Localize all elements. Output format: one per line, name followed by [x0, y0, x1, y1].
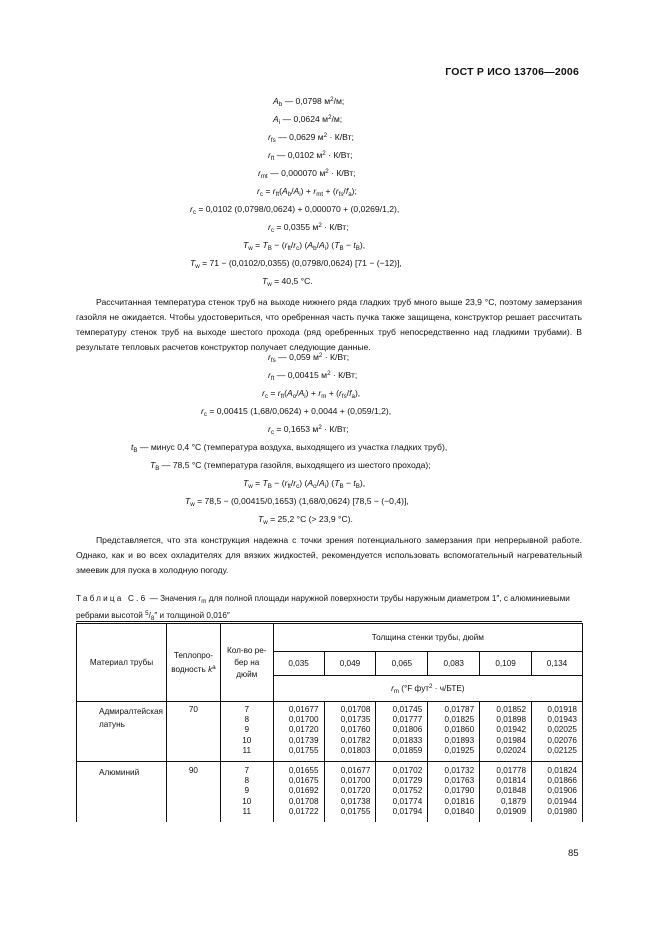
- rm-value: 0,01739: [288, 735, 319, 745]
- rm-value: 0,01702: [392, 766, 423, 775]
- cell-values: [376, 702, 428, 762]
- rm-value: 0,01944: [547, 796, 577, 806]
- thickness-col: 0,134: [532, 652, 583, 676]
- rm-value: 0,01860: [444, 725, 475, 735]
- rm-value: 0,01735: [340, 715, 371, 725]
- eq-ab: $A_b$ — 0,0798 $м^2/м$;: [273, 96, 345, 108]
- cell-values: [428, 762, 480, 822]
- rm-value: 0,01833: [392, 735, 423, 745]
- cell-values: [480, 702, 532, 762]
- rm-value: 0,01840: [444, 806, 475, 816]
- eq-tw-value-2: $T_w = 25,2$ °С (> 23,9 °С).: [258, 514, 353, 526]
- rm-value: 0,01852: [496, 705, 527, 714]
- fin-count: 8: [244, 776, 250, 786]
- rm-value: 0,01760: [340, 725, 371, 735]
- eq-tw-calc: $T_w = 71 - (0,0102/0,0355)$ (0,0798/0,0624) [71 − (−12)],: [190, 258, 402, 270]
- rm-value: 0,01729: [392, 776, 423, 786]
- eq-rfs-2: $r_{fs}$ — 0,059 $м^2 \cdot К/Вт$;: [268, 352, 350, 364]
- eq-TB-def: $T_B$ — 78,5 °С (температура газойля, выходящего из шестого прохода);: [150, 460, 431, 472]
- rm-value: 0,01763: [444, 776, 475, 786]
- page-number: 85: [568, 848, 579, 859]
- rm-value: 0,01700: [288, 715, 319, 725]
- cell-values: [532, 702, 583, 762]
- header-units: $r_m$ (°F фут$^2$ · ч/БТЕ): [273, 676, 582, 702]
- eq-tw-formula-2: $T_w = T_B - (r_{ft}/r_c)$ $(A_o/A_i) (T_B - t_B)$,: [243, 478, 366, 490]
- fin-count: 11: [242, 745, 251, 755]
- fin-count: 9: [244, 725, 250, 735]
- eq-tw-calc-2: $T_w = 78,5 - (0,00415/0,1653)$ (1,68/0,0624) [78,5 − (−0,4)],: [185, 496, 409, 508]
- cell-values: [273, 702, 324, 762]
- rm-value: 0,01980: [547, 806, 577, 816]
- rm-value: 0,01909: [496, 806, 527, 816]
- cell-values: [376, 762, 428, 822]
- rm-value: 0,01755: [340, 806, 371, 816]
- rm-value: 0,01787: [444, 705, 475, 714]
- rm-value: 0,01677: [340, 766, 371, 775]
- rm-value: 0,01806: [392, 725, 423, 735]
- thickness-col: 0,083: [428, 652, 480, 676]
- thickness-col: 0,035: [273, 652, 324, 676]
- thickness-col: 0,065: [376, 652, 428, 676]
- rm-value: 0,01722: [288, 806, 319, 816]
- fin-count: 10: [242, 796, 252, 806]
- rm-value: 0,01906: [547, 786, 577, 796]
- thickness-col: 0,109: [480, 652, 532, 676]
- cell-values: [273, 762, 324, 822]
- eq-tw-value: $T_w = 40,5$ °С.: [262, 276, 313, 288]
- cell-values: [324, 702, 376, 762]
- rm-value: 0,01898: [496, 715, 527, 725]
- eq-tw-formula: $T_w = T_B - (r_{ft}/r_c)$ $(A_b/A_i) (T_B - t_B)$,: [243, 240, 366, 252]
- rm-value: 0,01942: [496, 725, 527, 735]
- cell-fins: [220, 702, 273, 762]
- rm-value: 0,01824: [547, 766, 577, 775]
- table-caption-label: Таблица С.6: [76, 594, 148, 603]
- eq-rfs: $r_{fs}$ — 0,0629 $м^2 \cdot К/Вт$;: [268, 132, 354, 144]
- thickness-col: 0,049: [324, 652, 376, 676]
- cell-conductivity: 90: [166, 762, 220, 822]
- fin-count: 7: [244, 705, 250, 714]
- rm-value: 0,01675: [288, 776, 319, 786]
- rm-value: 0,01925: [444, 745, 475, 755]
- rm-value: 0,01782: [340, 735, 371, 745]
- rm-value: 0,01859: [392, 745, 423, 755]
- eq-tb-def: $t_B$ — минус 0,4 °С (температура воздуха, выходящего из участка гладких труб),: [131, 442, 448, 454]
- rm-value: 0,01700: [340, 776, 371, 786]
- rm-value: 0,01755: [288, 745, 319, 755]
- table-row: [77, 762, 583, 822]
- rm-value: 0,01745: [392, 705, 423, 714]
- eq-rc-calc: $r_c = 0,0102$ (0,0798/0,0624) + 0,000070 + (0,0269/1,2),: [190, 204, 400, 216]
- rm-value: 0,01655: [288, 766, 319, 775]
- fin-count: 10: [242, 735, 252, 745]
- rm-value: 0,01825: [444, 715, 475, 725]
- cell-values: [324, 762, 376, 822]
- fin-count: 7: [244, 766, 250, 775]
- cell-material: Алюминий: [77, 762, 167, 822]
- eq-rmt: $r_{mt}$ — 0,000070 $м^2 \cdot К/Вт$;: [258, 168, 356, 180]
- rm-value: 0,01918: [547, 705, 577, 714]
- header-fins: Кол-во ре- бер на дюйм: [220, 624, 273, 702]
- rm-value: 0,01708: [340, 705, 371, 714]
- eq-rft: $r_{ft}$ — 0,0102 $м^2 \cdot К/Вт$;: [268, 150, 353, 162]
- rm-value: 0,02024: [496, 745, 527, 755]
- rm-value: 0,01848: [496, 786, 527, 796]
- rm-value: 0,01720: [288, 725, 319, 735]
- table-row: [77, 702, 583, 762]
- eq-rc-value: $r_c = 0,0355$ $м^2 \cdot К/Вт$;: [268, 222, 349, 234]
- rm-value: 0,01732: [444, 766, 475, 775]
- header-thickness: Толщина стенки трубы, дюйм: [273, 624, 582, 652]
- fin-count: 9: [244, 786, 250, 796]
- cell-values: [532, 762, 583, 822]
- header-material: Материал трубы: [77, 624, 167, 702]
- rm-value: 0,01984: [496, 735, 527, 745]
- rm-value: 0,02076: [547, 735, 577, 745]
- rm-value: 0,01794: [392, 806, 423, 816]
- cell-material: Адмиралтейская латунь: [77, 702, 167, 762]
- rm-value: 0,01790: [444, 786, 475, 796]
- eq-rc-formula: $r_c = r_{ft}(A_b/A_i) + r_{mt} + (r_{fs}/f_a)$;: [257, 186, 357, 198]
- cell-conductivity: 70: [166, 702, 220, 762]
- eq-rc-value-2: $r_c = 0,1653$ $м^2 \cdot К/Вт$;: [268, 424, 349, 436]
- table-caption-text: — Значения $r_m$ для полной площади наружной поверхности трубы наружным диаметром 1″, с алюминиевыми ребрами высотой $^5/_8''$ и толщиной 0,016″: [76, 594, 570, 622]
- rm-value: 0,1879: [500, 796, 527, 806]
- eq-rft-2: $r_{ft}$ — 0,00415 $м^2 \cdot К/Вт$;: [268, 370, 358, 382]
- fin-count: 8: [244, 715, 250, 725]
- eq-ai: $A_i$ — 0,0624 $м^2/м$;: [273, 114, 343, 126]
- cell-values: [480, 762, 532, 822]
- rm-value: 0,01816: [444, 796, 475, 806]
- document-header: ГОСТ Р ИСО 13706—2006: [445, 66, 579, 78]
- header-conductivity: Теплопро- водность $k^a$: [166, 624, 220, 702]
- rm-value: 0,01893: [444, 735, 475, 745]
- eq-rc-calc-2: $r_c = 0,00415$ (1,68/0,0624) + 0,0044 + (0,059/1,2),: [201, 406, 392, 418]
- paragraph-1: Рассчитанная температура стенок труб на выходе нижнего ряда гладких труб много выше 23,9 °С, поэтому замерзания газойля не ожидается. Чтобы удостовериться, что оребренная часть пучка также защищена, конструктор решает рассчитать температуру стенок труб на выходе шестого прохода (ряд оребренных труб непосредственно над гладкими трубами). В результате тепловых расчетов конструктор получает следующие данные.: [76, 297, 582, 352]
- cell-fins: [220, 762, 273, 822]
- rm-value: 0,01778: [496, 766, 527, 775]
- paragraph-2: Представляется, что эта конструкция надежна с точки зрения потенциального замерзания при непрерывной работе. Однако, как и во всех охладителях для вязких жидкостей, рекомендуется использовать вспомогательный нагревательный змеевик для пуска в холодную погоду.: [76, 535, 582, 575]
- rm-value: 0,01752: [392, 786, 423, 796]
- rm-value: 0,01708: [288, 796, 319, 806]
- rm-value: 0,01677: [288, 705, 319, 714]
- rm-value: 0,01943: [547, 715, 577, 725]
- rm-value: 0,01866: [547, 776, 577, 786]
- eq-rc-formula-2: $r_c = r_{ft}(A_o/A_i) + r_m + (r_{fs}/f_a)$,: [262, 388, 361, 400]
- rm-value: 0,01803: [340, 745, 371, 755]
- rm-value: 0,01738: [340, 796, 371, 806]
- rm-value: 0,02125: [547, 745, 577, 755]
- rm-value: 0,02025: [547, 725, 577, 735]
- rm-value: 0,01692: [288, 786, 319, 796]
- table-top-rule: [76, 621, 582, 622]
- rm-value: 0,01814: [496, 776, 527, 786]
- fin-count: 11: [242, 806, 251, 816]
- rm-value: 0,01774: [392, 796, 423, 806]
- cell-values: [428, 702, 480, 762]
- data-table: [76, 623, 583, 822]
- rm-value: 0,01777: [392, 715, 423, 725]
- rm-value: 0,01720: [340, 786, 371, 796]
